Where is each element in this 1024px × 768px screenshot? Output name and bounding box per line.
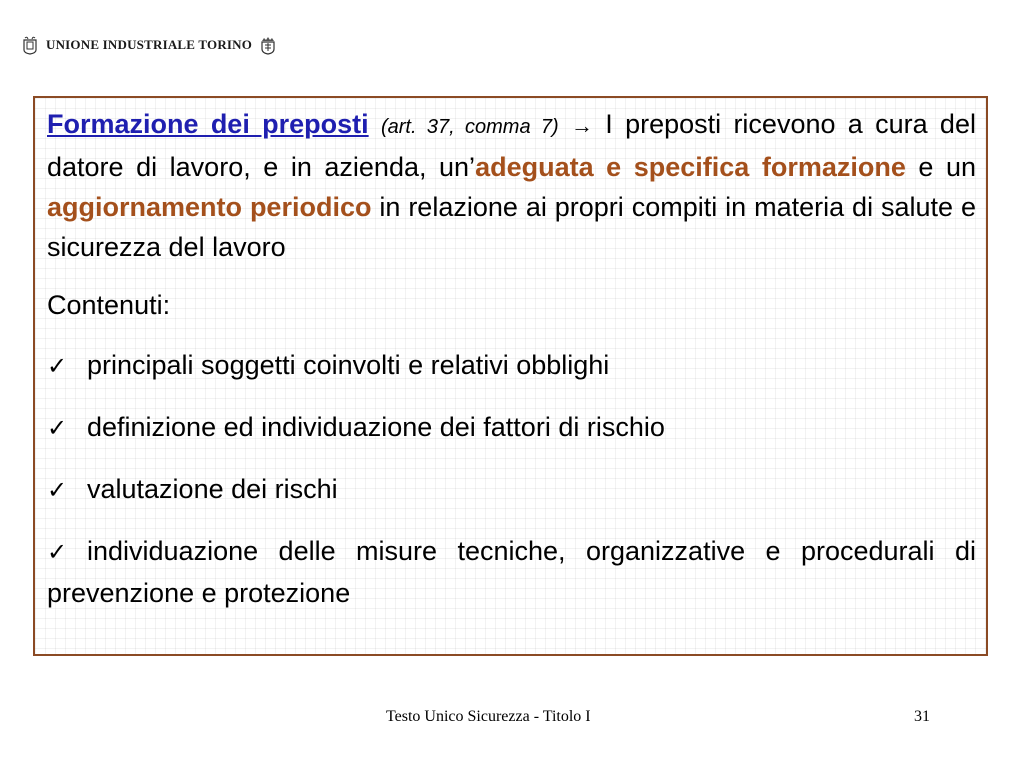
list-item (47, 469, 976, 511)
checkmark-icon: ✓ (47, 353, 68, 380)
organization-name: UNIONE INDUSTRIALE TORINO (46, 37, 253, 52)
list-item (47, 531, 976, 613)
contenuti-label: Contenuti: (47, 290, 171, 320)
paragraph-text: e un (905, 152, 977, 182)
emphasis-text: aggiornamento periodico (47, 192, 372, 222)
list-item-text: definizione ed individuazione dei fattori di rischio (87, 412, 665, 442)
content-box (33, 96, 988, 656)
checkmark-icon: ✓ (47, 477, 68, 504)
emphasis-text: adeguata e specifica formazione (475, 152, 906, 182)
page-number: 31 (914, 708, 930, 725)
checkmark-icon: ✓ (47, 539, 68, 566)
bull-emblem-icon (22, 35, 38, 55)
list-item-text: principali soggetti coinvolti e relativi obblighi (87, 350, 610, 380)
checkmark-icon: ✓ (47, 415, 68, 442)
list-item (47, 407, 976, 449)
slide-header (22, 34, 276, 56)
section-title: Formazione dei preposti (47, 109, 369, 139)
city-crest-icon (260, 35, 276, 55)
list-item-text: valutazione dei rischi (87, 474, 338, 504)
paragraph-text: I preposti ricevono a cura del datore di lavoro, e in azienda, un’ (47, 109, 976, 182)
list-item-text: individuazione delle misure tecniche, organizzative e procedurali di prevenzione e protezione (47, 536, 976, 608)
article-reference: (art. 37, comma 7) (380, 116, 559, 138)
footer-title: Testo Unico Sicurezza - Titolo I (386, 708, 591, 725)
paragraph-text: in relazione ai propri compiti in materia di salute e sicurezza del lavoro (47, 192, 976, 262)
arrow-right-icon: → (571, 113, 593, 138)
list-item (47, 345, 976, 387)
intro-paragraph (47, 104, 976, 267)
